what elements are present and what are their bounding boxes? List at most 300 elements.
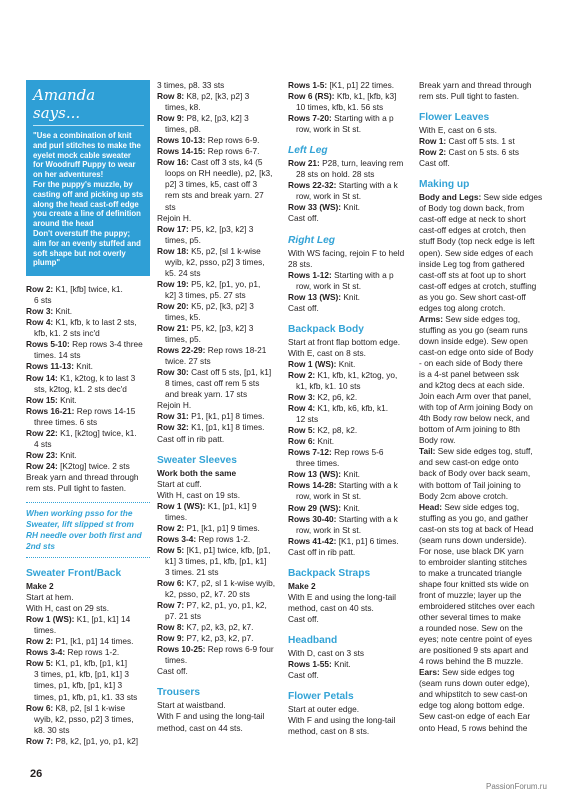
row-text: K1, [p1, k1] 14 bbox=[76, 614, 131, 625]
row-text: P5, k2, [p3, k2] 3 bbox=[191, 323, 254, 334]
row-text: K7, p2, sl 1 k-wise wyib, bbox=[186, 578, 276, 589]
row-label: Rows 10-13: bbox=[157, 135, 206, 146]
instruction-row bbox=[157, 146, 281, 157]
instruction-row bbox=[157, 367, 281, 378]
row-text: Cast on 5 sts. 6 sts bbox=[448, 147, 520, 158]
text-block bbox=[288, 592, 412, 625]
text-line: 2nd sts bbox=[26, 541, 56, 552]
instruction-row bbox=[288, 447, 412, 458]
instruction-row bbox=[26, 450, 150, 461]
instruction-row bbox=[26, 284, 150, 295]
paragraph-line: (seam runs down outer edge), bbox=[419, 678, 530, 689]
row-continuation: times. bbox=[165, 655, 188, 666]
row-continuation: times, p8. bbox=[165, 124, 201, 135]
row-label: Row 18: bbox=[157, 245, 189, 256]
row-text: Rep rows 1-2. bbox=[198, 533, 251, 544]
row-continuation: times. bbox=[165, 511, 188, 522]
row-continuation: sts, k2tog, k1. 2 sts dec'd bbox=[34, 383, 127, 394]
text-block bbox=[157, 479, 281, 501]
text-line: rem sts. Pull tight to fasten. bbox=[26, 483, 127, 493]
row-label: Row 2: bbox=[26, 636, 54, 647]
heading-backpack-straps: Backpack Straps bbox=[288, 567, 371, 579]
paragraph-text: Sew side edges bbox=[483, 192, 543, 203]
paragraph-line: to embroider slanting stitches bbox=[419, 556, 527, 567]
instruction-row bbox=[288, 370, 412, 381]
text-line: soft shape but not overly bbox=[33, 248, 126, 258]
row-text: Knit. bbox=[60, 449, 77, 460]
row-text: Rep rows 18-21 bbox=[207, 345, 267, 356]
row-text: K8, p2, [k3, p2] 3 bbox=[186, 91, 250, 102]
instruction-row bbox=[288, 158, 412, 169]
paragraph-line: 4 rows behind the B muzzle. bbox=[419, 656, 524, 667]
row-text: Cast off 3 sts, k4 (5 bbox=[191, 157, 263, 168]
row-label: Row 22: bbox=[26, 427, 58, 438]
paragraph-line: down inside edge). Sew open bbox=[419, 335, 528, 346]
paragraph-line: as you go. Sew short cast-off bbox=[419, 291, 526, 302]
row-label: Row 21: bbox=[288, 158, 320, 169]
row-label: Row 7: bbox=[26, 735, 54, 746]
row-label: Rows 22-32: bbox=[288, 180, 337, 191]
paragraph-line: stuffing as you go, and gather bbox=[419, 512, 529, 523]
row-text: [K2tog] twice. 2 sts bbox=[60, 460, 130, 471]
rows-list bbox=[26, 284, 150, 472]
row-continuation: rem sts and break yarn. 27 bbox=[165, 190, 264, 201]
row-continuation: p2] 3 times, k5, cast off 3 bbox=[165, 179, 258, 190]
paragraph-line: with bottom of Tail joining to bbox=[419, 479, 521, 490]
row-label: Row 9: bbox=[157, 113, 185, 124]
amanda-says-box bbox=[26, 80, 150, 276]
text-line: Rejoin H. bbox=[157, 212, 192, 223]
paragraph-line: and whipstitch to sew cast-on bbox=[419, 689, 528, 700]
instruction-row bbox=[26, 317, 150, 328]
rows-list bbox=[288, 80, 412, 135]
instruction-row bbox=[288, 536, 412, 547]
heading-backpack-body: Backpack Body bbox=[288, 323, 364, 335]
row-label: Row 20: bbox=[157, 300, 189, 311]
making-up-paragraphs bbox=[419, 192, 545, 733]
paragraph-line: Join each Arm over that panel, bbox=[419, 391, 532, 402]
paragraph-line: stuff Body (top neck edge is left bbox=[419, 236, 535, 247]
row-text: P1, [k1, p1] 8 times. bbox=[191, 411, 265, 422]
row-label: Row 2: bbox=[157, 522, 185, 533]
row-text: K5, p2, [k3, p2] 3 bbox=[191, 300, 254, 311]
row-continuation: times, p1, kfb, p1, k1. 33 sts bbox=[34, 691, 138, 702]
row-label: Row 17: bbox=[157, 223, 189, 234]
row-label: Row 3: bbox=[26, 306, 54, 317]
paragraph-label: Tail: bbox=[419, 446, 436, 457]
row-text: Rep rows 6-9. bbox=[207, 135, 260, 146]
paragraph-line: other several times to make bbox=[419, 612, 521, 623]
text-line: With WS facing, rejoin F to held bbox=[288, 247, 405, 258]
row-text: K1, p1, kfb, [p1, k1] bbox=[55, 658, 128, 669]
row-text: Rep rows 5-6 bbox=[334, 447, 384, 458]
row-text: Knit. bbox=[317, 436, 335, 447]
instruction-row bbox=[157, 135, 281, 146]
text-line: With H, cast on 29 sts. bbox=[26, 603, 109, 614]
row-label: Rows 5-10: bbox=[26, 339, 70, 350]
row-continuation: loops on RH needle), p2, [k3, bbox=[165, 168, 273, 179]
instruction-row bbox=[288, 469, 412, 480]
row-text: Knit. bbox=[60, 394, 77, 405]
rows-list bbox=[157, 501, 281, 667]
instruction-row bbox=[157, 578, 281, 589]
row-text: P8, k2, [p1, yo, p1, k2] bbox=[55, 735, 139, 746]
row-continuation: wyib, k2, psso, p2] 3 times, bbox=[165, 256, 265, 267]
heading-sweater-sleeves: Sweater Sleeves bbox=[157, 454, 237, 466]
row-label: Row 13 (WS): bbox=[288, 291, 342, 302]
row-label: Row 3: bbox=[288, 392, 316, 403]
row-label: Row 14: bbox=[26, 372, 58, 383]
row-label: Row 6: bbox=[157, 578, 185, 589]
text-block bbox=[157, 700, 281, 733]
row-text: K1, [p1, k1] 9 bbox=[207, 500, 257, 511]
rows-list bbox=[288, 659, 412, 670]
text-line: along the head cast-off edge bbox=[33, 199, 139, 209]
paragraph-first-line bbox=[419, 314, 545, 325]
row-continuation: times. 14 sts bbox=[34, 350, 81, 361]
instruction-row bbox=[419, 136, 545, 147]
text-line: Cast off. bbox=[157, 666, 188, 677]
text-line: 28 sts. bbox=[288, 258, 313, 269]
text-line: "Use a combination of knit bbox=[33, 131, 132, 140]
paragraph-line: with top of Arm joining Body on bbox=[419, 402, 533, 413]
text-line: you create a line of definition bbox=[33, 209, 141, 219]
paragraph-line: eyes; note centre point of eyes bbox=[419, 634, 533, 645]
row-continuation: 6 sts bbox=[34, 295, 52, 306]
row-label: Rows 30-40: bbox=[288, 513, 337, 524]
row-label: Row 5: bbox=[26, 658, 54, 669]
instruction-row bbox=[26, 461, 150, 472]
row-continuation: 4 sts bbox=[34, 438, 52, 449]
watermark-credit: PassionForum.ru bbox=[486, 782, 547, 791]
heading-trousers: Trousers bbox=[157, 687, 201, 699]
paragraph-line: to make a truncated triangle bbox=[419, 567, 522, 578]
box-divider bbox=[33, 125, 144, 126]
row-continuation: twice. 27 sts bbox=[165, 356, 211, 367]
row-label: Row 2: bbox=[419, 147, 447, 158]
row-text: [K1, p1] 6 times. bbox=[338, 535, 399, 546]
row-text: P8, k2, [p3, k2] 3 bbox=[186, 113, 249, 124]
paragraph-first-line bbox=[419, 667, 545, 678]
instruction-row bbox=[288, 480, 412, 491]
text-line: method, cast on 8 sts. bbox=[288, 726, 370, 737]
heading-headband: Headband bbox=[288, 634, 338, 646]
row-text: Knit. bbox=[343, 291, 360, 302]
paragraph-line: Body row. bbox=[419, 435, 456, 446]
text-line: With F and using the long-tail bbox=[157, 711, 265, 722]
instruction-row bbox=[157, 422, 281, 433]
text-block bbox=[288, 648, 412, 659]
row-text: K7, p2, k3, p2, k7. bbox=[186, 622, 254, 633]
row-label: Row 4: bbox=[288, 403, 316, 414]
row-label: Row 19: bbox=[157, 278, 189, 289]
row-continuation: row, work in St st. bbox=[296, 124, 362, 135]
text-line: aim for an evenly stuffed and bbox=[33, 238, 141, 248]
text-line: eyelet mock cable sweater bbox=[33, 150, 131, 160]
row-continuation: row, work in St st. bbox=[296, 191, 362, 202]
row-text: Knit. bbox=[334, 658, 351, 669]
paragraph-line: - on each side of Body there bbox=[419, 357, 523, 368]
text-line: Start at cuff. bbox=[157, 478, 202, 489]
text-block bbox=[288, 248, 412, 270]
row-continuation: k8. 30 sts bbox=[34, 724, 70, 735]
instruction-row bbox=[157, 411, 281, 422]
row-label: Rows 3-4: bbox=[26, 647, 66, 658]
text-line: and purl stitches to make the bbox=[33, 140, 141, 150]
page-number: 26 bbox=[30, 768, 43, 780]
paragraph-line: Sew cast-on edge of each Ear bbox=[419, 711, 531, 722]
row-text: K1, [k2tog] twice, k1. bbox=[60, 427, 137, 438]
row-text: Starting with a p bbox=[334, 269, 394, 280]
text-line: With F and using the long-tail bbox=[288, 715, 396, 726]
instruction-row bbox=[26, 406, 150, 417]
row-text: K1, kfb, k to last 2 sts, bbox=[55, 317, 137, 328]
row-label: Row 2: bbox=[26, 284, 54, 295]
row-label: Rows 1-55: bbox=[288, 658, 332, 669]
row-label: Rows 41-42: bbox=[288, 535, 337, 546]
text-line: Cast off in rib patt. bbox=[157, 433, 225, 444]
text-line: With D, cast on 3 sts bbox=[288, 647, 365, 658]
paragraph-line: cast-off edges at crotch, then bbox=[419, 225, 526, 236]
row-text: Knit. bbox=[55, 306, 73, 317]
row-continuation: row, work in St st. bbox=[296, 280, 362, 291]
row-label: Row 1 (WS): bbox=[157, 500, 206, 511]
paragraph-line: open). Sew side edges of each bbox=[419, 247, 533, 258]
heading-right-leg: Right Leg bbox=[288, 234, 335, 246]
instruction-row bbox=[157, 224, 281, 235]
instruction-row bbox=[288, 392, 412, 403]
row-label: Row 2: bbox=[288, 369, 316, 380]
instruction-row bbox=[288, 113, 412, 124]
text-line: method, cast on 44 sts. bbox=[157, 722, 243, 733]
subheading: Work both the same bbox=[157, 467, 237, 478]
row-text: Rep rows 14-15 bbox=[76, 405, 136, 416]
column-3 bbox=[288, 80, 412, 737]
row-label: Row 31: bbox=[157, 411, 189, 422]
instruction-row bbox=[288, 503, 412, 514]
instruction-row bbox=[157, 600, 281, 611]
row-text: Rep rows 1-2. bbox=[67, 647, 120, 658]
instruction-row bbox=[26, 306, 150, 317]
row-text: K1, [p1, k1] 8 times. bbox=[191, 422, 265, 433]
instruction-row bbox=[288, 425, 412, 436]
paragraph-line: cast-off sts at foot up to short bbox=[419, 269, 526, 280]
text-line: plump" bbox=[33, 258, 61, 268]
row-label: Row 16: bbox=[157, 157, 189, 168]
paragraph-line: edge tog along bottom edge. bbox=[419, 700, 525, 711]
text-line: casting off and picking up sts bbox=[33, 189, 144, 199]
row-continuation: 3 times. 21 sts bbox=[165, 566, 219, 577]
row-continuation: k1, kfb, k1. 10 sts bbox=[296, 380, 361, 391]
paragraph-first-line bbox=[419, 192, 545, 203]
paragraph-line: bottom of Arm joining to 8th bbox=[419, 424, 521, 435]
row-label: Row 33 (WS): bbox=[288, 202, 342, 213]
column-1 bbox=[26, 80, 150, 747]
row-continuation: times, p1, kfb, [p1, k1] 3 bbox=[34, 680, 123, 691]
instruction-row bbox=[419, 147, 545, 158]
text-line: around the head bbox=[33, 219, 94, 229]
instruction-row bbox=[288, 403, 412, 414]
row-label: Row 6 (RS): bbox=[288, 91, 335, 102]
instruction-row bbox=[26, 647, 150, 658]
instruction-row bbox=[157, 157, 281, 168]
paragraph-line: and sew cast-on edge onto bbox=[419, 457, 519, 468]
row-text: Rep rows 3-4 three bbox=[72, 339, 143, 350]
text-line: When working psso for the bbox=[26, 508, 133, 519]
row-label: Row 1 (WS): bbox=[288, 358, 337, 369]
column-4 bbox=[419, 80, 545, 734]
row-continuation: three times. bbox=[296, 458, 340, 469]
row-label: Row 5: bbox=[288, 425, 316, 436]
row-text: Cast off 5 sts, [p1, k1] bbox=[191, 367, 272, 378]
instruction-row bbox=[26, 428, 150, 439]
row-continuation: times, k5. bbox=[165, 311, 201, 322]
text-line: Cast off. bbox=[288, 302, 319, 313]
instruction-row bbox=[157, 545, 281, 556]
column-2 bbox=[157, 80, 281, 734]
row-continuation: 3 times, p1, kfb, [p1, k1] 3 bbox=[34, 669, 130, 680]
text-line: Cast off. bbox=[288, 670, 319, 681]
row-continuation: times, p5. bbox=[165, 334, 201, 345]
text-line: RH needle over both first and bbox=[26, 530, 142, 541]
text-line: With E and using the long-tail bbox=[288, 591, 396, 602]
row-continuation: and break yarn. 17 sts bbox=[165, 389, 248, 400]
row-text: Knit. bbox=[343, 469, 360, 480]
row-text: P5, k2, [p3, k2] 3 bbox=[191, 223, 254, 234]
instruction-row bbox=[157, 113, 281, 124]
text-line: Cast off. bbox=[288, 613, 319, 624]
rows-list bbox=[419, 136, 545, 158]
row-continuation: kfb, k1. 2 sts inc'd bbox=[34, 328, 100, 339]
paragraph-line: 4th Body row below neck, and bbox=[419, 413, 530, 424]
row-continuation: k2, psso, p2, k7. 20 sts bbox=[165, 589, 250, 600]
row-label: Row 4: bbox=[26, 317, 54, 328]
instruction-row bbox=[157, 622, 281, 633]
row-continuation: k2] 3 times, p5. 27 sts bbox=[165, 289, 246, 300]
row-text: Kfb, k1, [kfb, k3] bbox=[336, 91, 397, 102]
rows-list bbox=[26, 614, 150, 747]
row-text: 3 times, p8. 33 sts bbox=[157, 80, 225, 90]
instruction-row bbox=[157, 246, 281, 257]
make-count: Make 2 bbox=[288, 580, 316, 591]
instruction-row bbox=[288, 91, 412, 102]
row-text: P1, [k1, p1] 14 times. bbox=[55, 636, 134, 647]
text-block bbox=[419, 80, 545, 102]
text-line: With E, cast on 6 sts. bbox=[419, 125, 497, 136]
row-text: K8, p2, [sl 1 k-wise bbox=[55, 702, 126, 713]
text-line: With H, cast on 19 sts. bbox=[157, 489, 240, 500]
instruction-row bbox=[157, 523, 281, 534]
text-line: Break yarn and thread through bbox=[419, 80, 532, 90]
row-continuation: 28 sts on hold. 28 sts bbox=[296, 169, 375, 180]
row-text: P7, k2, p3, k2, p7. bbox=[186, 633, 254, 644]
row-label: Row 8: bbox=[157, 622, 185, 633]
paragraph-label: Body and Legs: bbox=[419, 192, 482, 203]
paragraph-line: are positioned 9 sts apart and bbox=[419, 645, 529, 656]
paragraph-text: Sew side edges tog bbox=[442, 667, 515, 678]
row-text: Starting with a k bbox=[338, 513, 398, 524]
paragraph-line: edges tog along crotch. bbox=[419, 302, 506, 313]
make-count: Make 2 bbox=[26, 581, 54, 592]
row-label: Rows 16-21: bbox=[26, 405, 75, 416]
text-line: Cast off. bbox=[419, 158, 450, 169]
text-line: Sweater, lift slipped st from bbox=[26, 519, 134, 530]
paragraph-first-line bbox=[419, 446, 545, 457]
row-text: K5, p2, [sl 1 k-wise bbox=[191, 245, 261, 256]
text-line: With E, cast on 8 sts. bbox=[288, 347, 366, 358]
row-text: Knit. bbox=[343, 502, 360, 513]
row-text: [K1, p1] 22 times. bbox=[329, 80, 395, 90]
row-continuation: 8 times, cast off rem 5 sts bbox=[165, 378, 260, 389]
row-label: Rows 22-29: bbox=[157, 345, 206, 356]
row-label: Rows 7-12: bbox=[288, 447, 332, 458]
row-text: Starting with a k bbox=[338, 180, 398, 191]
instruction-row bbox=[157, 534, 281, 545]
row-continuation: k5. 24 sts bbox=[165, 267, 201, 278]
rows-list bbox=[288, 359, 412, 547]
instruction-row bbox=[288, 270, 412, 281]
row-label: Row 29 (WS): bbox=[288, 502, 342, 513]
row-continuation: times. bbox=[34, 625, 57, 636]
instruction-row bbox=[288, 180, 412, 191]
paragraph-line: is a 4-st panel between ssk bbox=[419, 369, 520, 380]
row-continuation: row, work in St st. bbox=[296, 524, 362, 535]
row-text: P7, k2, p1, yo, p1, k2, bbox=[186, 600, 267, 611]
row-label: Rows 14-15: bbox=[157, 146, 206, 157]
paragraph-text: Sew side edges tog, bbox=[444, 501, 520, 512]
psso-note bbox=[26, 502, 150, 558]
row-label: Row 7: bbox=[157, 600, 185, 611]
text-line: Break yarn and thread through bbox=[26, 471, 139, 482]
instruction-row bbox=[26, 395, 150, 406]
instruction-row bbox=[157, 345, 281, 356]
paragraph-line: and k2tog decs at each side. bbox=[419, 380, 525, 391]
instruction-row bbox=[26, 636, 150, 647]
paragraph-line: (seam runs down underside). bbox=[419, 534, 527, 545]
text-line: For the puppy's muzzle, by bbox=[33, 179, 133, 189]
row-text: K1, k2tog, k to last 3 bbox=[60, 372, 136, 383]
instruction-row bbox=[26, 736, 150, 747]
text-block bbox=[288, 704, 412, 737]
text-line: Don't overstuff the puppy; bbox=[33, 228, 131, 238]
paragraph-first-line bbox=[419, 502, 545, 513]
row-continuation: 12 sts bbox=[296, 414, 319, 425]
paragraph-line: back of Body over back seam, bbox=[419, 468, 531, 479]
row-continuation: times, k8. bbox=[165, 102, 201, 113]
text-line: Start at outer edge. bbox=[288, 704, 360, 715]
paragraph-text: Sew side edges tog, bbox=[445, 313, 521, 324]
instruction-row bbox=[157, 80, 281, 91]
paragraph-line: Body 2cm above crotch. bbox=[419, 490, 509, 501]
text-line: rem sts. Pull tight to fasten. bbox=[419, 91, 520, 102]
text-block bbox=[26, 472, 150, 494]
instruction-row bbox=[157, 501, 281, 512]
row-continuation: p7. 21 sts bbox=[165, 611, 201, 622]
row-continuation: sts bbox=[165, 201, 176, 212]
text-line: for Woodruff Puppy to wear bbox=[33, 160, 136, 170]
instruction-row bbox=[157, 279, 281, 290]
instruction-row bbox=[157, 323, 281, 334]
text-block bbox=[288, 337, 412, 359]
text-line: Start at waistband. bbox=[157, 700, 226, 711]
row-continuation: row, work in St st. bbox=[296, 491, 362, 502]
text-line: Rejoin H. bbox=[157, 400, 192, 411]
paragraph-line: stuffing as you go (seam runs bbox=[419, 324, 528, 335]
row-continuation: times, p5. bbox=[165, 234, 201, 245]
rows-list bbox=[157, 80, 281, 213]
paragraph-line: a rounded nose. Sew on the bbox=[419, 623, 523, 634]
instruction-row bbox=[26, 658, 150, 669]
